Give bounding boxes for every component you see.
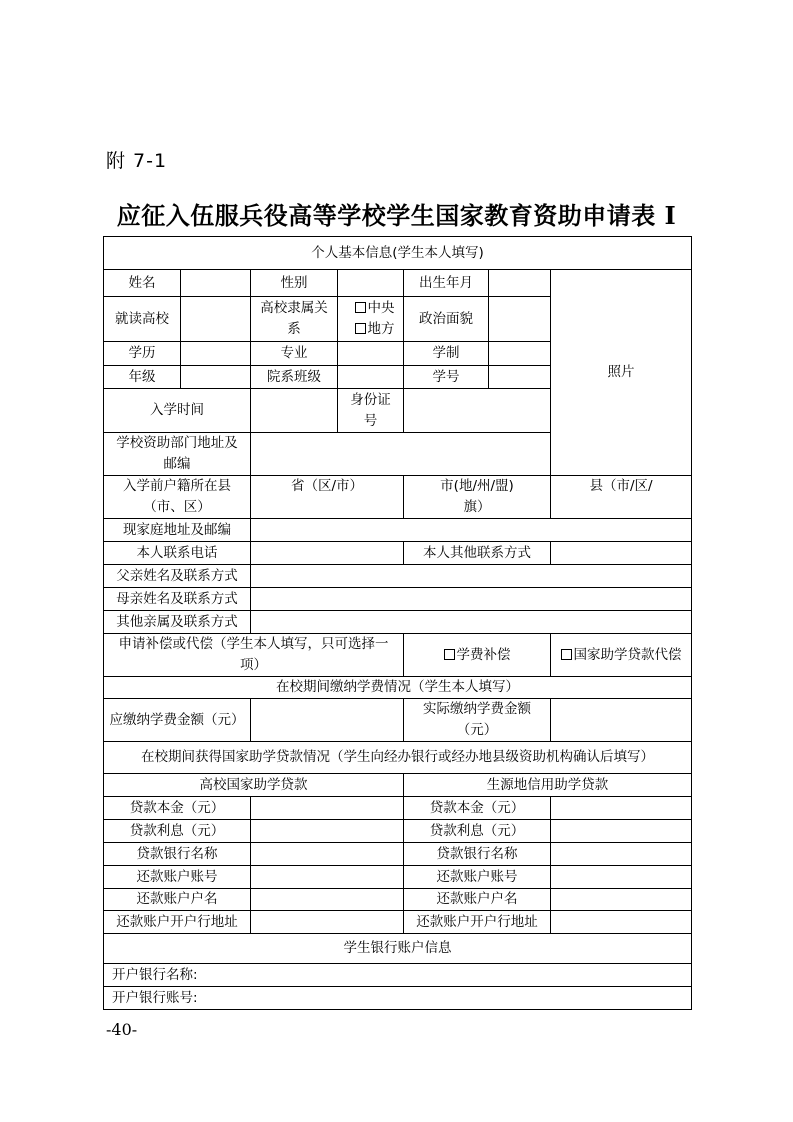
label-campus-acct-addr: 还款账户开户行地址 (104, 911, 251, 934)
field-mother[interactable] (251, 588, 692, 611)
checkbox-icon[interactable] (444, 649, 455, 660)
field-length[interactable] (489, 342, 551, 366)
label-dept-class: 院系班级 (251, 366, 338, 389)
label-father: 父亲姓名及联系方式 (104, 565, 251, 588)
label-phone: 本人联系电话 (104, 542, 251, 565)
field-bank-account[interactable] (104, 987, 692, 1010)
field-campus-acct-no[interactable] (251, 866, 404, 889)
label-relatives: 其他亲属及联系方式 (104, 611, 251, 634)
label-grade: 年级 (104, 366, 181, 389)
field-origin-interest[interactable] (551, 820, 692, 843)
label-origin-principal: 贷款本金（元） (404, 797, 551, 820)
option-tuition[interactable]: 学费补偿 (404, 634, 551, 677)
field-campus-interest[interactable] (251, 820, 404, 843)
city-unit: 市(地/州/盟) (440, 478, 514, 494)
label-apply-type: 申请补偿或代偿（学生本人填写，只可选择一 项） (104, 634, 404, 677)
label-campus-acct-name: 还款账户户名 (104, 889, 251, 911)
label-mother: 母亲姓名及联系方式 (104, 588, 251, 611)
field-campus-principal[interactable] (251, 797, 404, 820)
label-campus-bank: 贷款银行名称 (104, 843, 251, 866)
label-origin-bank: 贷款银行名称 (404, 843, 551, 866)
checkbox-icon[interactable] (355, 302, 366, 313)
heading-origin-loan: 生源地信用助学贷款 (404, 774, 692, 797)
field-campus-acct-name[interactable] (251, 889, 404, 911)
label-college: 就读高校 (104, 297, 181, 342)
field-name[interactable] (181, 270, 251, 297)
application-form (103, 236, 692, 1010)
field-origin-acct-addr[interactable] (551, 911, 692, 934)
affiliation-options (338, 297, 404, 342)
checkbox-icon[interactable] (561, 649, 572, 660)
label-fee-paid: 实际缴纳学费金额 （元） (404, 699, 551, 742)
field-province[interactable] (251, 476, 404, 519)
option-loan[interactable]: 国家助学贷款代偿 (551, 634, 692, 677)
field-campus-acct-addr[interactable] (251, 911, 404, 934)
label-campus-acct-no: 还款账户账号 (104, 866, 251, 889)
label-origin-interest: 贷款利息（元） (404, 820, 551, 843)
county-unit: 县（市/区/ (589, 478, 653, 494)
heading-campus-loan: 高校国家助学贷款 (104, 774, 404, 797)
label-political: 政治面貌 (404, 297, 489, 342)
field-phone[interactable] (251, 542, 404, 565)
field-political[interactable] (489, 297, 551, 342)
section-basic-info: 个人基本信息(学生本人填写) (104, 237, 692, 270)
annex-label: 附 7-1 (106, 150, 168, 172)
field-bank-name[interactable] (104, 964, 692, 987)
field-fee-due[interactable] (251, 699, 404, 742)
label-affiliation: 高校隶属关 系 (251, 297, 338, 342)
field-relatives[interactable] (251, 611, 692, 634)
option-central[interactable]: 中央 (348, 298, 401, 319)
field-college[interactable] (181, 297, 251, 342)
field-aid-address[interactable] (251, 433, 692, 476)
label-id: 身份证 号 (338, 389, 404, 433)
field-fee-paid[interactable] (551, 699, 692, 742)
field-id[interactable] (404, 389, 551, 433)
field-origin-principal[interactable] (551, 797, 692, 820)
field-birth[interactable] (489, 270, 551, 297)
label-bank-account: 开户银行账号: (112, 989, 198, 1006)
field-education[interactable] (181, 342, 251, 366)
province-unit: 省（区/市） (290, 478, 364, 494)
label-hukou: 入学前户籍所在县 （市、区） (104, 476, 251, 519)
label-enroll-time: 入学时间 (104, 389, 251, 433)
field-campus-bank[interactable] (251, 843, 404, 866)
field-dept-class[interactable] (338, 366, 404, 389)
label-origin-acct-addr: 还款账户开户行地址 (404, 911, 551, 934)
section-fees: 在校期间缴纳学费情况（学生本人填写） (104, 677, 692, 699)
label-origin-acct-name: 还款账户户名 (404, 889, 551, 911)
label-education: 学历 (104, 342, 181, 366)
label-home-address: 现家庭地址及邮编 (104, 519, 251, 542)
field-origin-acct-name[interactable] (551, 889, 692, 911)
field-major[interactable] (338, 342, 404, 366)
field-origin-acct-no[interactable] (551, 866, 692, 889)
field-gender[interactable] (338, 270, 404, 297)
label-name: 姓名 (104, 270, 181, 297)
photo-label: 照片 (607, 364, 635, 380)
field-other-contact[interactable] (551, 542, 692, 565)
label-student-no: 学号 (404, 366, 489, 389)
label-birth: 出生年月 (404, 270, 489, 297)
field-father[interactable] (251, 565, 692, 588)
label-bank-name: 开户银行名称: (112, 966, 198, 983)
label-origin-acct-no: 还款账户账号 (404, 866, 551, 889)
section-loans: 在校期间获得国家助学贷款情况（学生向经办银行或经办地县级资助机构确认后填写） (104, 742, 692, 774)
label-fee-due: 应缴纳学费金额（元） (104, 699, 251, 742)
checkbox-icon[interactable] (355, 323, 366, 334)
field-city[interactable]: 市(地/州/盟) 旗） (404, 476, 551, 519)
label-campus-interest: 贷款利息（元） (104, 820, 251, 843)
label-gender: 性别 (251, 270, 338, 297)
label-aid-address: 学校资助部门地址及 邮编 (104, 433, 251, 476)
section-bank-account: 学生银行账户信息 (104, 934, 692, 964)
field-home-address[interactable] (251, 519, 692, 542)
page-number: -40- (106, 1020, 138, 1039)
label-campus-principal: 贷款本金（元） (104, 797, 251, 820)
label-length: 学制 (404, 342, 489, 366)
field-grade[interactable] (181, 366, 251, 389)
label-major: 专业 (251, 342, 338, 366)
form-title: 应征入伍服兵役高等学校学生国家教育资助申请表 I (116, 201, 677, 230)
field-county[interactable] (551, 476, 692, 519)
field-student-no[interactable] (489, 366, 551, 389)
option-local[interactable]: 地方 (348, 319, 401, 340)
field-enroll-time[interactable] (251, 389, 338, 433)
field-origin-bank[interactable] (551, 843, 692, 866)
label-other-contact: 本人其他联系方式 (404, 542, 551, 565)
